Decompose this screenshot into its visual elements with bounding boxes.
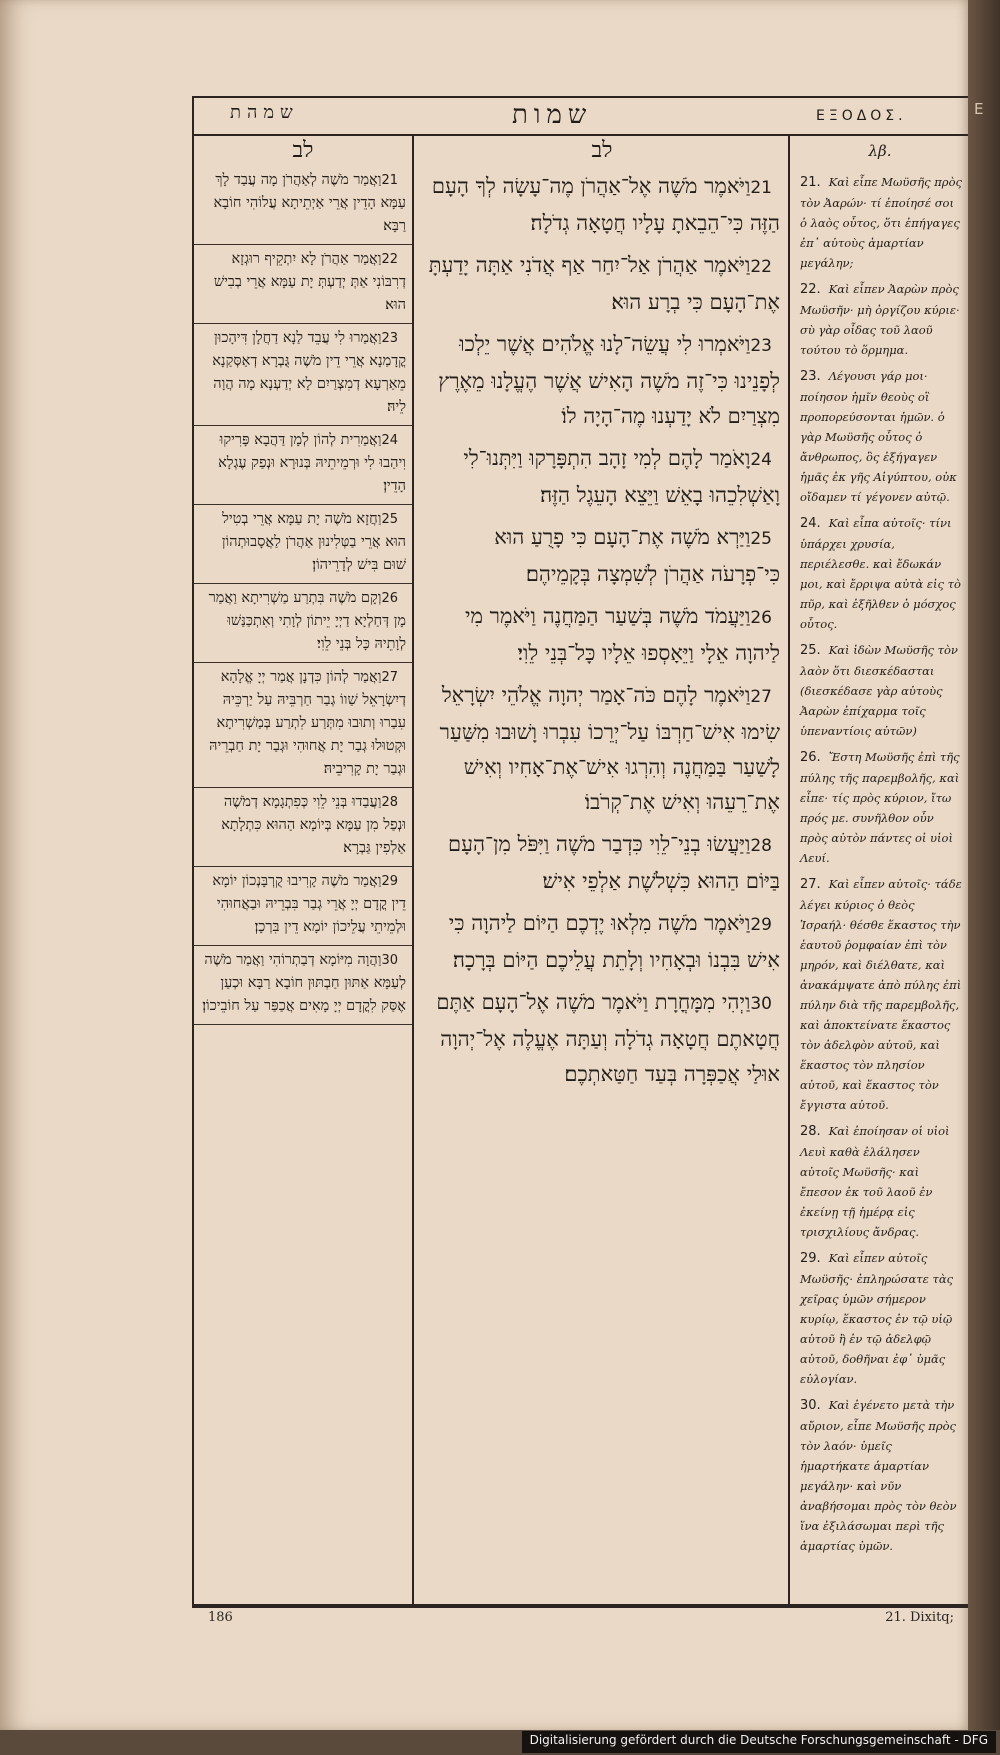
verse-text: Καὶ ἐγένετο μετὰ τὴν αὔριον, εἶπε Μωϋσῆς πρὸς τὸν λαόν· ὑμεῖς ἡμαρτήκατε ἁμαρτίαν μεγάλην· καὶ νῦν ἀναβήσομαι πρὸς τὸν θεὸν ἵνα ἐξιλάσωμαι περὶ τῆς ἁμαρτίας ὑμῶν. <box>800 1398 957 1553</box>
aramaic-verse <box>194 505 412 584</box>
greek-verse <box>792 166 968 273</box>
verse-number: 26 <box>750 608 772 628</box>
aramaic-verse <box>194 788 412 867</box>
greek-chapter-number: λβ. <box>868 142 892 160</box>
verse-text: וַיֹּאמֶר אַהֲרֹן אַל־יִחַר אַף אֲדֹנִי אַתָּה יָדַעְתָּ אֶת־הָעָם כִּי בְרָע הוּא׃ <box>428 253 780 314</box>
verse-number: 23. <box>800 369 821 384</box>
aramaic-chapter-number: לב <box>292 138 314 163</box>
verse-number: 26. <box>800 750 821 765</box>
verse-text: וַאֲמַר מֹשֶׁה לְאַהֲרֹן מָה עֲבַד לָךְ עַמָּא הָדֵין אֲרֵי אַיְתֵיתָא עֲלוֹהִי חוֹבָא רַבָּא׃ <box>213 172 406 234</box>
verse-text: Καὶ εἶπεν αὐτοῖς Μωϋσῆς· ἐπληρώσατε τὰς χεῖρας ὑμῶν σήμερον κυρίῳ, ἕκαστος ἐν τῷ υἱῷ αὐτοῦ ἢ ἐν τῷ ἀδελφῷ αὐτοῦ, δοθῆναι ἐφ᾽ ὑμᾶς εὐλογίαν. <box>800 1251 954 1386</box>
hebrew-column <box>416 136 790 1606</box>
verse-text: וְקָם מֹשֶׁה בִּתְרַע מַשְׁרִיתָא וַאֲמַר מָן דְּחַלְיָא דַיְיָ יֵיתוֹן לְוָתִי וְאִתְכַּנַּשׁוּ לְוָתֵיהּ כָּל בְּנֵי לֵוִי׃ <box>208 590 406 652</box>
verse-number: 28. <box>800 1124 821 1139</box>
verse-text: וַאֲמַר לְהוֹן כִּדְנָן אֲמַר יְיָ אֱלָהָא דְיִשְׂרָאֵל שַׁווֹ גְבַר חַרְבֵּיהּ עַל יַרְכֵּיהּ עִבַרוּ וְתוּבוּ מִתְּרַע לִתְרַע בְּמַשְׁרִיתָא וּקְטוּלוּ גְבַר יָת אֲחוּהִי וּגְבַר יָת חַבְרֵיהּ וּגְבַר יָת קָרִיבֵיהּ׃ <box>209 669 406 777</box>
text-frame <box>192 96 970 1608</box>
greek-verse <box>792 634 968 741</box>
next-page-edge <box>968 0 1000 1730</box>
verse-number: 23 <box>381 331 398 346</box>
aramaic-verse <box>194 584 412 663</box>
aramaic-verse <box>194 867 412 946</box>
verse-text: וַיַּרְא מֹשֶׁה אֶת־הָעָם כִּי פָרֻעַ הוּא כִּי־פְרָעֹה אַהֲרֹן לְשִׁמְצָה בְּקָמֵיהֶם׃ <box>494 525 780 586</box>
verse-number: 29 <box>381 874 398 889</box>
aramaic-verse <box>194 946 412 1025</box>
verse-number: 22. <box>800 282 821 297</box>
catchword: 21. Dixitq; <box>885 1610 954 1625</box>
aramaic-verse <box>194 245 412 324</box>
verse-number: 21 <box>381 173 398 188</box>
greek-verse <box>792 507 968 634</box>
verse-number: 23 <box>750 336 772 356</box>
hebrew-verse <box>416 245 788 324</box>
hebrew-verse <box>416 982 788 1096</box>
hebrew-verse <box>416 675 788 824</box>
aramaic-verse <box>194 166 412 245</box>
verse-number: 28 <box>750 836 772 856</box>
greek-verse <box>792 1389 968 1556</box>
verse-text: וַיְהִי מִמָּחֳרָת וַיֹּאמֶר מֹשֶׁה אֶל־הָעָם אַתֶּם חֲטָאתֶם חֲטָאָה גְדֹלָה וְעַתָּה אֶעֱלֶה אֶל־יְהוָה אוּלַי אֲכַפְּרָה בְּעַד חַטַּאתְכֶם׃ <box>436 990 780 1086</box>
digitization-banner: Digitalisierung gefördert durch die Deutsche Forschungsgemeinschaft - DFG <box>522 1731 996 1753</box>
verse-text: Καὶ εἶπεν Ἀαρὼν πρὸς Μωϋσῆν· μὴ ὀργίζου κύριε· σὺ γὰρ οἶδας τοῦ λαοῦ τούτου τὸ ὅρμημα. <box>800 282 960 357</box>
verse-number: 24. <box>800 516 821 531</box>
verse-text: וַאֲמַר מֹשֶׁה קָרִיבוּ קֻרְבָּנְכוֹן יוֹמָא דֵין קֳדָם יְיָ אֲרֵי גְבַר בִּבְרֵיהּ וּבַאֲחוּהִי וּלְמֵיתֵי עֲלֵיכוֹן יוֹמָא דֵין בִּרְכָן׃ <box>212 873 406 935</box>
verse-number: 27. <box>800 877 821 892</box>
verse-number: 21. <box>800 175 821 190</box>
verse-number: 30 <box>750 994 772 1014</box>
greek-verse <box>792 741 968 868</box>
aramaic-verse <box>194 426 412 505</box>
verse-number: 30. <box>800 1398 821 1413</box>
greek-header: ΕΞΟΔΟΣ. <box>816 108 907 124</box>
hebrew-verse <box>416 824 788 903</box>
verse-text: וַחֲזָא מֹשֶׁה יָת עַמָּא אֲרֵי בְטִיל הוּא אֲרֵי בַטְּלִינוּן אַהֲרֹן לַאֲסָבוּתְהוֹן שׁוּם בִּישׁ לְדָרֵיהוֹן׃ <box>221 511 406 573</box>
page-footer <box>200 1610 960 1630</box>
aramaic-verse <box>194 324 412 426</box>
greek-column <box>792 136 968 1606</box>
greek-verse <box>792 1242 968 1389</box>
verse-number: 28 <box>381 795 398 810</box>
verse-number: 25 <box>381 512 398 527</box>
verse-text: וַיַּעֲמֹד מֹשֶׁה בְּשַׁעַר הַמַּחֲנֶה וַיֹּאמֶר מִי לַיהוָה אֵלָי וַיֵּאָסְפוּ אֵלָיו כָּל־בְּנֵי לֵוִי׃ <box>465 604 780 665</box>
verse-text: Καὶ εἶπα αὐτοῖς· τίνι ὑπάρχει χρυσία, περιέλεσθε. καὶ ἔδωκάν μοι, καὶ ἔρριψα αὐτὰ εἰς τὸ πῦρ, καὶ ἐξῆλθεν ὁ μόσχος οὗτος. <box>800 516 961 631</box>
verse-text: Ἔστη Μωϋσῆς ἐπὶ τῆς πύλης τῆς παρεμβολῆς, καὶ εἶπε· τίς πρὸς κύριον, ἴτω πρός με. συνῆλθον οὖν πρὸς αὐτὸν πάντες οἱ υἱοὶ Λευί. <box>800 750 960 865</box>
verse-text: וַהֲוָה מִיּוֹמָא דְבַתְרוֹהִי וַאֲמַר מֹשֶׁה לְעַמָּא אַתּוּן חַבְתּוּן חוֹבָא רַבָּא וּכְעַן אֶסַּק לִקֳדָם יְיָ מָאִים אֲכַפַּר עַל חוֹבֵיכוֹן׃ <box>202 952 406 1014</box>
verse-text: וַיַּעֲשׂוּ בְנֵי־לֵוִי כִּדְבַר מֹשֶׁה וַיִּפֹּל מִן־הָעָם בַּיּוֹם הַהוּא כִּשְׁלֹשֶׁת אַלְפֵי אִישׁ׃ <box>447 832 780 893</box>
greek-verse <box>792 1115 968 1242</box>
verse-number: 26 <box>381 591 398 606</box>
page-number: 186 <box>208 1610 233 1625</box>
verse-number: 25. <box>800 643 821 658</box>
hebrew-verse <box>416 166 788 245</box>
verse-text: וַאֲמַר אַהֲרֹן לָא יִתְקֵיף רוּגְזָא דְרִבּוֹנִי אַתְּ יְדַעְתְּ יָת עַמָּא אֲרֵי בְבִישׁ הוּא׃ <box>213 251 406 313</box>
verse-text: Καὶ εἶπε Μωϋσῆς πρὸς τὸν Ἀαρών· τί ἐποίησέ σοι ὁ λαὸς οὗτος, ὅτι ἐπήγαγες ἐπ᾽ αὐτοὺς ἁμαρτίαν μεγάλην; <box>800 175 962 270</box>
verse-text: וַיֹּאמֶר לָהֶם כֹּה־אָמַר יְהוָה אֱלֹהֵי יִשְׂרָאֵל שִׂימוּ אִישׁ־חַרְבּוֹ עַל־יְרֵכוֹ עִבְרוּ וָשׁוּבוּ מִשַּׁעַר לָשַׁעַר בַּמַּחֲנֶה וְהִרְגוּ אִישׁ־אֶת־אָחִיו וְאִישׁ אֶת־רֵעֵהוּ וְאִישׁ אֶת־קְרֹבוֹ׃ <box>439 683 780 814</box>
verse-number: 29 <box>750 915 772 935</box>
side-mark: E <box>974 100 984 118</box>
hebrew-verse <box>416 324 788 438</box>
verse-number: 22 <box>381 252 398 267</box>
hebrew-header: שמות <box>512 100 593 130</box>
verse-number: 29. <box>800 1251 821 1266</box>
verse-number: 22 <box>750 257 772 277</box>
hebrew-verse <box>416 903 788 982</box>
aramaic-verse <box>194 663 412 788</box>
greek-verse <box>792 360 968 507</box>
verse-number: 24 <box>750 450 772 470</box>
verse-number: 27 <box>750 687 772 707</box>
verse-number: 30 <box>381 953 398 968</box>
aramaic-column <box>194 136 414 1606</box>
verse-text: וַעֲבַדוּ בְּנֵי לֵוִי כְּפִתְגָמָא דְמֹשֶׁה וּנְפַל מִן עַמָּא בְּיוֹמָא הַהוּא כִּתְלָתָא אַלְפִין גַּבְרָא׃ <box>221 794 406 856</box>
verse-text: וַיֹּאמֶר מֹשֶׁה אֶל־אַהֲרֹן מֶה־עָשָׂה לְךָ הָעָם הַזֶּה כִּי־הֵבֵאתָ עָלָיו חֲטָאָה גְדֹלָה׃ <box>431 174 780 235</box>
greek-verse <box>792 868 968 1115</box>
hebrew-verse <box>416 596 788 675</box>
verse-number: 21 <box>750 178 772 198</box>
verse-text: וַאֲמַרִית לְהוֹן לְמָן דַּהֲבָא פָּרִיקוּ וִיהַבוּ לִי וּרְמֵיתֵיהּ בְּנוּרָא וּנְפַק עֶגְלָא הָדֵין׃ <box>218 432 406 494</box>
verse-text: וַיֹּאמֶר מֹשֶׁה מִלְאוּ יֶדְכֶם הַיּוֹם לַיהוָה כִּי אִישׁ בִּבְנוֹ וּבְאָחִיו וְלָתֵת עֲלֵיכֶם הַיּוֹם בְּרָכָה׃ <box>448 911 780 972</box>
bottom-rule <box>192 1604 968 1606</box>
hebrew-verse <box>416 517 788 596</box>
verse-number: 25 <box>750 529 772 549</box>
greek-verse <box>792 273 968 360</box>
verse-text: וָאֹמַר לָהֶם לְמִי זָהָב הִתְפָּרָקוּ וַיִּתְּנוּ־לִי וָאַשְׁלִכֵהוּ בָאֵשׁ וַיֵּצֵא הָעֵגֶל הַזֶּה׃ <box>463 446 780 507</box>
verse-text: Καὶ εἶπεν αὐτοῖς· τάδε λέγει κύριος ὁ θεὸς Ἰσραήλ· θέσθε ἕκαστος τὴν ἑαυτοῦ ῥομφαίαν ἐπὶ τὸν μηρόν, καὶ διέλθατε, καὶ ἀνακάμψατε ἀπὸ πύλης ἐπὶ πύλην διὰ τῆς παρεμβολῆς, καὶ ἀποκτείνατε ἕκαστος τὸν ἀδελφὸν αὐτοῦ, καὶ ἕκαστος τὸν πλησίον αὐτοῦ, καὶ ἕκαστος τὸν ἔγγιστα αὐτοῦ. <box>800 877 962 1112</box>
verse-text: Λέγουσι γάρ μοι· ποίησον ἡμῖν θεοὺς οἳ προπορεύσονται ἡμῶν. ὁ γὰρ Μωϋσῆς οὗτος ὁ ἄνθρωπος, ὃς ἐξήγαγεν ἡμᾶς ἐκ γῆς Αἰγύπτου, οὐκ οἴδαμεν τί γέγονεν αὐτῷ. <box>800 369 957 504</box>
hebrew-chapter-number: לב <box>591 138 613 163</box>
verse-text: Καὶ ἐποίησαν οἱ υἱοὶ Λευὶ καθὰ ἐλάλησεν αὐτοῖς Μωϋσῆς· καὶ ἔπεσον ἐκ τοῦ λαοῦ ἐν ἐκείνῃ τῇ ἡμέρᾳ εἰς τρισχιλίους ἄνδρας. <box>800 1124 950 1239</box>
verse-number: 27 <box>381 670 398 685</box>
hebrew-verse <box>416 438 788 517</box>
aramaic-header: שמהת <box>230 102 299 123</box>
verse-number: 24 <box>381 433 398 448</box>
running-header <box>194 98 968 136</box>
verse-text: וַיֹּאמְרוּ לִי עֲשֵׂה־לָנוּ אֱלֹהִים אֲשֶׁר יֵלְכוּ לְפָנֵינוּ כִּי־זֶה מֹשֶׁה הָאִישׁ אֲשֶׁר הֶעֱלָנוּ מֵאֶרֶץ מִצְרַיִם לֹא יָדַעְנוּ מֶה־הָיָה לוֹ׃ <box>438 332 780 428</box>
verse-text: Καὶ ἰδὼν Μωϋσῆς τὸν λαὸν ὅτι διεσκέδασται (διεσκέδασε γὰρ αὐτοὺς Ἀαρὼν ἐπίχαρμα τοῖς ὑπεναντίοις αὐτῶν) <box>800 643 958 738</box>
verse-text: וַאֲמַרוּ לִי עֲבֵד לַנָא דַחֲלָן דִּיהָכוּן קֳדָמַנָא אֲרֵי דֵין מֹשֶׁה גֻּבְרָא דְאַסְּקַנָא מֵאַרְעָא דְמִצְרַיִם לָא יְדַעְנָא מָה הֲוָה לֵיהּ׃ <box>212 330 406 415</box>
